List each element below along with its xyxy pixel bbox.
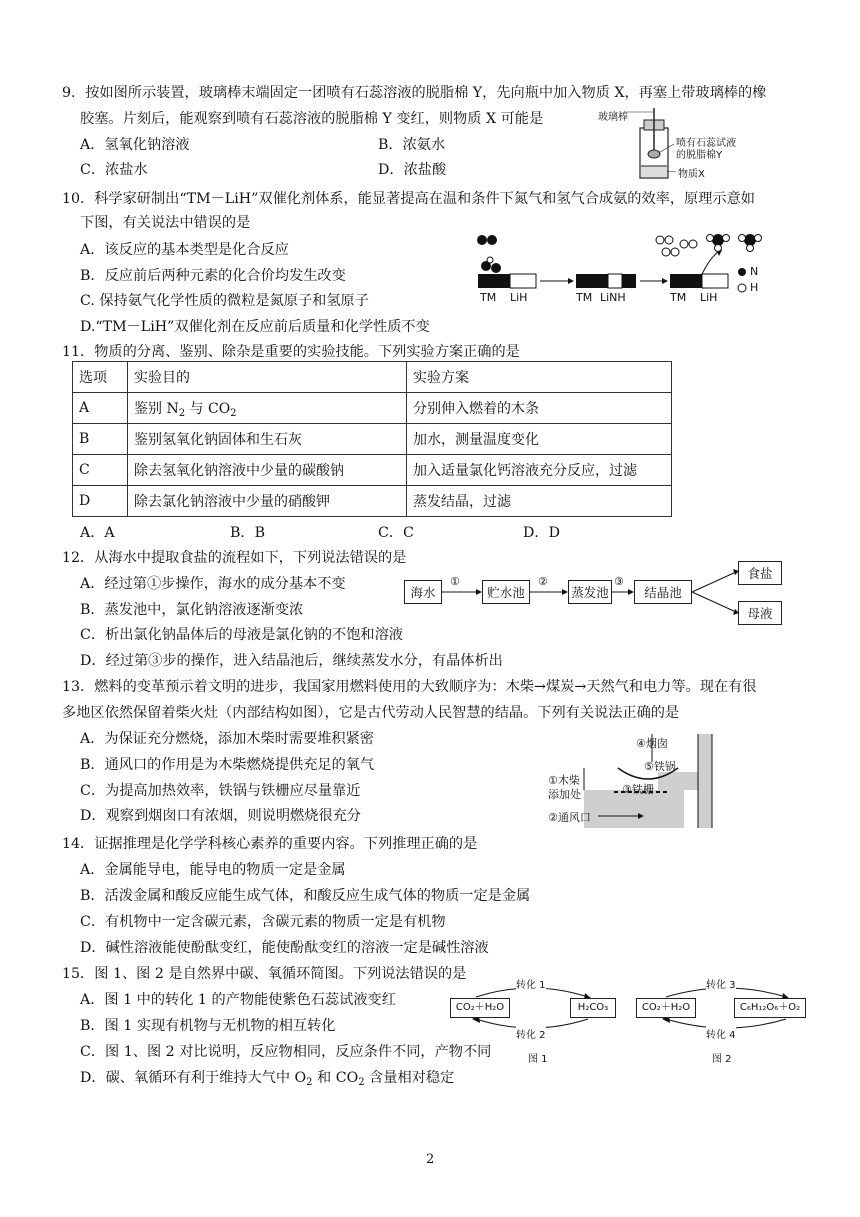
subscript: 2 — [358, 1077, 365, 1088]
q11-stem: 11．物质的分离、鉴别、除杂是重要的实验技能。下列实验方案正确的是 — [62, 344, 520, 360]
q9-substance-x-label: 物质X — [678, 169, 705, 180]
flow-box-mother-liquor: 母液 — [738, 601, 782, 625]
fig2-product-box: C₆H₁₂O₆＋O₂ — [734, 998, 806, 1018]
stove-wood-label-1: ①木柴 — [548, 774, 580, 787]
table-cell-goal: 除去氯化钠溶液中少量的硝酸钾 — [128, 486, 407, 517]
q14-stem: 14．证据推理是化学学科核心素养的重要内容。下列推理正确的是 — [62, 836, 478, 852]
q13-option-c: C．为提高加热效率，铁锅与铁栅应尽量靠近 — [80, 783, 361, 799]
flow-box-salt: 食盐 — [738, 561, 782, 585]
flow-box-evaporation: 蒸发池 — [568, 580, 612, 604]
goal-text: 与 CO — [185, 400, 231, 417]
q10-legend-n: N — [750, 265, 759, 278]
subscript: 2 — [178, 407, 186, 419]
q11-table — [72, 361, 672, 517]
q13-option-d: D．观察到烟囱口有浓烟，则说明燃烧很充分 — [80, 808, 361, 824]
text: 和 CO — [312, 1070, 359, 1086]
flow-box-storage: 贮水池 — [482, 580, 530, 604]
q15-option-c: C．图 1、图 2 对比说明，反应物相同，反应条件不同，产物不同 — [80, 1044, 492, 1060]
fig1-caption: 图 1 — [528, 1054, 548, 1065]
fig1-transform-2-label: 转化 2 — [516, 1026, 546, 1041]
q9-option-a: A．氢氧化钠溶液 — [80, 137, 190, 153]
q15-option-b: B．图 1 实现有机物与无机物的相互转化 — [80, 1018, 336, 1034]
q15-stem: 15．图 1、图 2 是自然界中碳、氧循环简图。下列说法错误的是 — [62, 966, 467, 982]
q10-tm-label-2: TM — [576, 291, 593, 304]
stove-vent-label: ②通风口 — [548, 811, 591, 824]
stove-chimney-label: ④烟囱 — [636, 737, 668, 750]
q15-option-d — [80, 1068, 454, 1093]
fig1-product-box: H₂CO₃ — [570, 998, 616, 1018]
text: 含量相对稳定 — [364, 1070, 455, 1086]
q9-option-c: C．浓盐水 — [80, 162, 148, 178]
q12-option-b: B．蒸发池中，氯化钠溶液逐渐变浓 — [80, 602, 304, 618]
fig2-transform-3-label: 转化 3 — [706, 976, 736, 991]
table-cell-option: D — [73, 486, 128, 517]
q13-option-b: B．通风口的作用是为木柴燃烧提供充足的氧气 — [80, 757, 375, 773]
flow-step-3: ③ — [614, 575, 624, 588]
q11-option-b: B．B — [230, 525, 266, 541]
table-cell-plan: 蒸发结晶，过滤 — [407, 486, 672, 517]
fig1-reactant-box: CO₂＋H₂O — [450, 998, 510, 1018]
flow-step-1: ① — [450, 575, 460, 588]
table-cell-plan: 加入适量氯化钙溶液充分反应，过滤 — [407, 455, 672, 486]
table-cell-option: A — [73, 393, 128, 424]
q12-option-a: A．经过第①步操作，海水的成分基本不变 — [80, 576, 346, 592]
table-cell-plan: 分别伸入燃着的木条 — [407, 393, 672, 424]
q9-option-b: B．浓氨水 — [378, 137, 446, 153]
q10-option-a: A．该反应的基本类型是化合反应 — [80, 242, 289, 258]
subscript: 2 — [230, 407, 237, 419]
q9-cotton-label-1: 喷有石蕊试液 — [676, 138, 736, 149]
q10-tm-label-1: TM — [480, 291, 497, 304]
text: D．碳、氧循环有利于维持大气中 O — [80, 1070, 307, 1086]
q9-stem-line1: 9．按如图所示装置，玻璃棒末端固定一团喷有石蕊溶液的脱脂棉 Y，先向瓶中加入物质 X，再塞上带玻璃棒的橡 — [62, 85, 767, 101]
q14-option-a: A．金属能导电，能导电的物质一定是金属 — [80, 862, 346, 878]
q14-option-d: D．碱性溶液能使酚酞变红，能使酚酞变红的溶液一定是碱性溶液 — [80, 940, 489, 956]
subscript: 2 — [306, 1077, 313, 1088]
q11-option-c: C．C — [378, 525, 414, 541]
q12-option-c: C．析出氯化钠晶体后的母液是氯化钠的不饱和溶液 — [80, 627, 403, 643]
q9-stem-line2: 胶塞。片刻后，能观察到喷有石蕊溶液的脱脂棉 Y 变红，则物质 X 可能是 — [80, 111, 544, 127]
table-cell-goal: 除去氢氧化钠溶液中少量的碳酸钠 — [128, 455, 407, 486]
flow-step-2: ② — [538, 575, 548, 588]
table-row — [73, 424, 672, 455]
q10-linh-label: LiNH — [600, 291, 626, 304]
q10-lih-label-1: LiH — [510, 291, 528, 304]
q9-rod-label: 玻璃棒 — [598, 112, 628, 123]
q14-option-b: B．活泼金属和酸反应能生成气体，和酸反应生成气体的物质一定是金属 — [80, 888, 531, 904]
q13-option-a: A．为保证充分燃烧，添加木柴时需要堆积紧密 — [80, 731, 374, 747]
table-cell-plan: 加水，测量温度变化 — [407, 424, 672, 455]
q10-stem-line2: 下图，有关说法中错误的是 — [80, 215, 251, 231]
q10-tm-label-3: TM — [670, 291, 687, 304]
fig2-caption: 图 2 — [712, 1054, 732, 1065]
q11-option-d: D．D — [523, 525, 560, 541]
q9-option-d: D．浓盐酸 — [378, 162, 447, 178]
table-row — [73, 393, 672, 424]
table-row — [73, 486, 672, 517]
stove-grate-label: ③铁栅 — [622, 783, 654, 796]
table-cell-option: C — [73, 455, 128, 486]
flow-box-seawater: 海水 — [404, 580, 442, 604]
fig1-transform-1-label: 转化 1 — [516, 976, 546, 991]
flow-box-crystallization: 结晶池 — [634, 580, 692, 604]
fig2-transform-4-label: 转化 4 — [706, 1026, 736, 1041]
q9-cotton-label-2: 的脱脂棉Y — [676, 150, 723, 161]
q15-option-a: A．图 1 中的转化 1 的产物能使紫色石蕊试液变红 — [80, 992, 396, 1008]
q10-stem-line1: 10．科学家研制出“TM－LiH”双催化剂体系，能显著提高在温和条件下氮气和氢气合成氨的效率，原理示意如 — [62, 191, 755, 207]
page-number: 2 — [426, 1152, 435, 1167]
q10-legend-h: H — [750, 281, 759, 294]
q13-stem-line1: 13．燃料的变革预示着文明的进步，我国家用燃料使用的大致顺序为：木柴→煤炭→天然气和电力等。现在有很 — [62, 679, 757, 695]
table-header-cell: 实验目的 — [128, 362, 407, 393]
q11-option-a: A．A — [80, 525, 115, 541]
q10-lih-label-2: LiH — [700, 291, 718, 304]
stove-wood-label-2: 添加处 — [548, 788, 581, 801]
table-cell-goal: 鉴别氢氧化钠固体和生石灰 — [128, 424, 407, 455]
fig2-reactant-box: CO₂＋H₂O — [636, 998, 696, 1018]
q14-option-c: C．有机物中一定含碳元素，含碳元素的物质一定是有机物 — [80, 914, 446, 930]
q12-option-d: D．经过第③步的操作，进入结晶池后，继续蒸发水分，有晶体析出 — [80, 653, 503, 669]
table-header-cell: 实验方案 — [407, 362, 672, 393]
q13-stem-line2: 多地区依然保留着柴火灶（内部结构如图），它是古代劳动人民智慧的结晶。下列有关说法正确的是 — [62, 705, 680, 721]
q12-stem: 12．从海水中提取食盐的流程如下，下列说法错误的是 — [62, 550, 407, 566]
table-cell-option: B — [73, 424, 128, 455]
table-header-row — [73, 362, 672, 393]
table-row — [73, 455, 672, 486]
q10-option-b: B．反应前后两种元素的化合价均发生改变 — [80, 268, 346, 284]
q10-option-d: D.“TM－LiH”双催化剂在反应前后质量和化学性质不变 — [80, 319, 430, 335]
table-header-cell: 选项 — [73, 362, 128, 393]
stove-wok-label: ⑤铁锅 — [644, 760, 676, 773]
table-cell-goal — [128, 393, 407, 424]
q10-option-c: C. 保持氨气化学性质的微粒是氮原子和氢原子 — [80, 293, 369, 309]
q10-catalyst-drawing — [470, 228, 790, 318]
goal-text: 鉴别 N — [134, 400, 179, 417]
